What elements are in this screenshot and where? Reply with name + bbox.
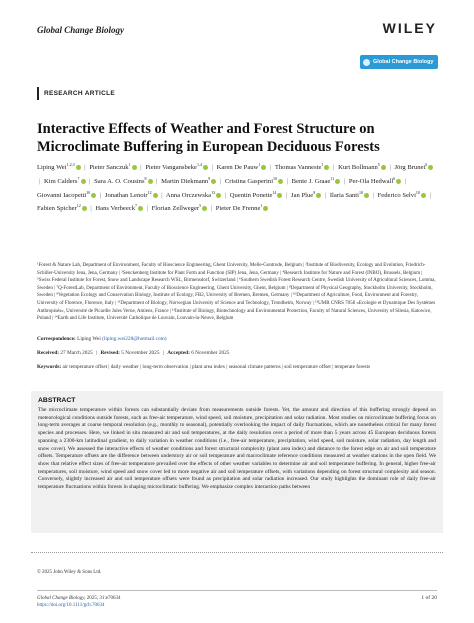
author-name[interactable]: Federico Selvi$^{10}$ [378,192,426,199]
footer-volume: 2025; 31:e70634 [85,596,121,601]
page-number: 1 of 20 [421,595,437,601]
keywords-text: air temperature offset | daily weather | long-term observation | plant area index | seasonal climate patterns | soil temperature offset | temperate forests [62,364,371,370]
author-name[interactable]: Jonathan Lenoir$^{12}$ [105,192,158,199]
article-type-bar [37,87,39,100]
author-affiliation-number: 14 [272,189,277,195]
author-affiliation-number: 10 [273,175,278,181]
author-separator: | [219,177,222,185]
orcid-icon[interactable] [91,193,96,198]
author-affiliation-number: 6 [425,162,428,167]
author-name[interactable]: Bente J. Graae$^{11}$ [292,178,341,185]
orcid-icon[interactable] [277,193,282,198]
footer-journal: Global Change Biology, [37,596,86,601]
author-affiliation-number: 5 [199,203,202,209]
revised-date: 5 November 2025 [121,350,160,356]
author-separator: | [39,177,41,185]
author-separator: | [389,164,391,172]
author-affiliation-number: 12 [76,203,81,209]
author-separator: | [89,177,91,185]
footer-doi[interactable]: https://doi.org/10.1111/gcb.70634 [37,603,105,608]
correspondence-email[interactable]: (liping.wei228@hotmail.com) [102,336,167,342]
orcid-icon[interactable] [153,193,158,198]
author-affiliation-number: 1 [260,203,263,209]
author-name[interactable]: Liping Wei$^{1,2,3}$ [37,164,81,171]
author-name[interactable]: Karen De Pauw$^1$ [217,164,267,171]
author-name[interactable]: Cristina Gasperini$^{10}$ [225,178,283,185]
author-separator: | [333,164,335,172]
correspondence [37,336,437,342]
author-separator: | [90,205,92,213]
author-separator: | [84,164,86,172]
orcid-icon[interactable] [138,206,143,211]
author-separator: | [343,177,346,185]
author-name[interactable]: Ilaria Santi$^{10}$ [330,192,369,199]
orcid-icon[interactable] [81,179,86,184]
orcid-icon[interactable] [76,165,81,170]
correspondence-label: Correspondence: [37,336,76,342]
orcid-icon[interactable] [381,165,386,170]
author-affiliation-number: 1 [321,162,324,167]
author-affiliation-number: 1,2,3 [66,162,75,167]
article-type [37,87,115,100]
author-affiliation-number: 11 [330,175,335,181]
author-name[interactable]: Kim Calders$^7$ [44,178,86,185]
divider [31,552,443,553]
journal-badge-label: Global Change Biology [373,59,434,65]
abstract-heading: ABSTRACT [38,397,76,404]
author-separator: | [372,191,374,199]
author-affiliation-number: 1,4 [196,162,202,167]
author-name[interactable]: Anna Orczewska$^{13}$ [166,192,221,199]
author-affiliation-number: 6 [393,175,396,181]
author-name[interactable]: Pieter Sanczuk$^1$ [89,164,136,171]
author-separator: | [324,191,327,199]
author-name[interactable]: Pieter Vangansbeke$^{1,4}$ [145,164,208,171]
orcid-icon[interactable] [203,165,208,170]
author-affiliation-number: 1 [128,162,131,167]
author-affiliation-number: 8 [144,175,147,181]
author-affiliation-number: 10 [86,189,91,195]
author-list [37,160,437,215]
author-affiliation-number: 10 [415,189,420,195]
author-separator: | [210,205,213,213]
article-type-label: RESEARCH ARTICLE [44,90,116,97]
author-name[interactable]: Quentin Ponette$^{14}$ [230,192,283,199]
footer-citation [37,595,120,609]
author-name[interactable]: Kurt Bollmann$^5$ [338,164,386,171]
received-label: Received: [37,350,60,356]
author-separator: | [140,164,142,172]
author-name[interactable]: Pieter De Frenne$^1$ [216,205,269,212]
orcid-icon[interactable] [335,179,340,184]
leaf-icon [363,59,370,66]
author-separator: | [429,191,431,199]
orcid-icon[interactable] [324,165,329,170]
orcid-icon[interactable] [132,165,137,170]
author-affiliation-number: 9 [208,175,211,181]
author-affiliation-number: 10 [358,189,363,195]
author-separator: | [99,191,102,199]
author-affiliation-number: 8 [313,189,316,195]
author-separator: | [211,164,213,172]
publisher-logo[interactable]: WILEY [382,20,437,36]
orcid-icon[interactable] [421,193,426,198]
orcid-icon[interactable] [428,165,433,170]
author-name[interactable]: Jörg Brunet$^6$ [394,164,433,171]
journal-name: Global Change Biology [37,25,125,35]
accepted-label: Accepted: [167,350,190,356]
article-dates: Received: 27 March 2025 | Revised: 5 November 2025 | Accepted: 6 November 2025 [37,350,230,356]
author-name[interactable]: Hans Verbeeck$^7$ [95,205,143,212]
affiliations: ¹Forest & Nature Lab, Department of Environment, Faculty of Bioscience Engineering, Ghent University, Melle-Gontrode, Belgium | ²Institute of Biodiversity, Ecology and Evolution, Friedrich-Schiller-University Jena, Jena, Germany | ³Senckenberg Institute for Plant Form and Function (SIP) Jena, Jena, Germany | ⁴Research Institute for Nature and Forest (INBO), Brussels, Belgium | ⁵Swiss Federal Institute for Forest, Snow and Landscape Research WSL, Birmensdorf, Switzerland | ⁶Southern Swedish Forest Research Centre, Swedish University of Agricultural Sciences, Lomma, Sweden | ⁷Q-ForestLab, Department of Environment, Faculty of Bioscience Engineering, Ghent University, Ghent, Belgium | ⁸Department of Physical Geography, Stockholm University, Stockholm, Sweden | ⁹Vegetation Ecology and Conservation Biology, Institute of Ecology, FB2, University of Bremen, Bremen, Germany | ¹⁰Department of Agriculture, Food, Environment and Forestry, University of Florence, Florence, Italy | ¹¹Department of Biology, Norwegian University of Science and Technology, Trondheim, Norway | ¹²UMR CNRS 7058 «Ecologie et Dynamique Des Systèmes Anthropisés», Université de Picardie Jules Verne, Amiens, France | ¹³Institute of Biology, Biotechnology and Environmental Protection, Faculty of Natural Sciences, University of Silesia, Katowice, Poland | ¹⁴Earth and Life Institute, Université Catholique de Louvain, Louvain-la-Neuve, Belgium [37,263,436,322]
journal-badge[interactable] [360,55,438,69]
author-name[interactable]: Thomas Vanneste$^1$ [275,164,330,171]
author-affiliation-number: 7 [77,175,80,181]
author-separator: | [146,205,148,213]
author-separator: | [404,177,407,185]
orcid-icon[interactable] [202,206,207,211]
orcid-icon[interactable] [216,193,221,198]
orcid-icon[interactable] [211,179,216,184]
orcid-icon[interactable] [82,206,87,211]
author-name[interactable]: Sara A. O. Cousins$^8$ [94,178,152,185]
orcid-icon[interactable] [316,193,321,198]
keywords [37,364,437,372]
correspondence-name: Liping Wei [77,336,101,342]
author-name[interactable]: Martin Diekmann$^9$ [161,178,216,185]
author-name[interactable]: Giovanni Iacopetti$^{10}$ [37,192,96,199]
abstract-box [31,391,443,533]
orcid-icon[interactable] [263,206,268,211]
author-separator: | [286,177,289,185]
orcid-icon[interactable] [261,165,266,170]
author-separator: | [269,164,272,172]
author-name[interactable]: Fabien Spicher$^{12}$ [37,205,87,212]
author-name[interactable]: Jan Plue$^8$ [291,192,321,199]
orcid-icon[interactable] [278,179,283,184]
author-separator: | [161,191,163,199]
received-date: 27 March 2025 [60,350,93,356]
footer-divider [37,590,437,591]
keywords-label: Keywords: [37,364,62,370]
orcid-icon[interactable] [148,179,153,184]
orcid-icon[interactable] [396,179,401,184]
author-name[interactable]: Per-Ola Hedwall$^6$ [349,178,401,185]
revised-label: Revised: [100,350,120,356]
orcid-icon[interactable] [364,193,369,198]
author-name[interactable]: Florian Zellweger$^5$ [152,205,207,212]
author-affiliation-number: 7 [135,203,137,209]
author-affiliation-number: 1 [258,162,261,167]
author-affiliation-number: 5 [377,162,380,167]
accepted-date: 6 November 2025 [191,350,230,356]
copyright: © 2025 John Wiley & Sons Ltd. [37,570,102,575]
author-affiliation-number: 13 [211,189,216,195]
article-title: Interactive Effects of Weather and Forest Structure on Microclimate Buffering in European Deciduous Forests [37,121,380,155]
author-separator: | [156,177,158,185]
abstract-text: The microclimate temperature within forests can substantially deviate from measurements outside forests. Yet, the amount and direction of this buffering strongly depend on meteorological conditions outside forests, such as free-air temperature, wind speed, soil moisture, precipitation and solar radiation. Most studies on microclimate buffering focus on long-term averages at coarse temporal resolution (e.g., monthly to seasonal), potentially overlooking the impact of daily fluctuations, which are nonetheless critical for many forest species and processes. Here, we linked in situ measured air and soil temperatures, at the daily resolution over a period of more than 5 years across 45 European deciduous forests spanning a 2300-km latitudinal gradient, to daily variation in weather conditions (i.e., free-air temperature, precipitation, wind speed, soil moisture, solar radiation, day length and snow cover). We assessed the interactive effects of weather conditions and forest structural complexity (plant area index) and distance to the forest edge on air and soil temperature offsets. Temperature offsets are the difference between understory air or soil temperature and macroclimate reference conditions measured at weather stations in the open field. We show that relative effect sizes of free-air temperature prevailed over the effects of other weather variables to determine air and soil temperature buffering. In general, higher free-air temperatures, soil moisture, wind speed and snow cover led to more negative air and soil temperature offsets, with variations depending on forest structural complexity and season. Conversely, slightly increased air and soil temperature offsets were found as precipitation and solar radiation increased. Our study highlights the dominant role of daily free-air temperature fluctuations within forests in shaping microclimatic buffering. We emphasize complex interaction paths between [38,407,436,491]
author-separator: | [286,191,288,199]
author-affiliation-number: 12 [147,189,152,195]
author-separator: | [224,191,227,199]
